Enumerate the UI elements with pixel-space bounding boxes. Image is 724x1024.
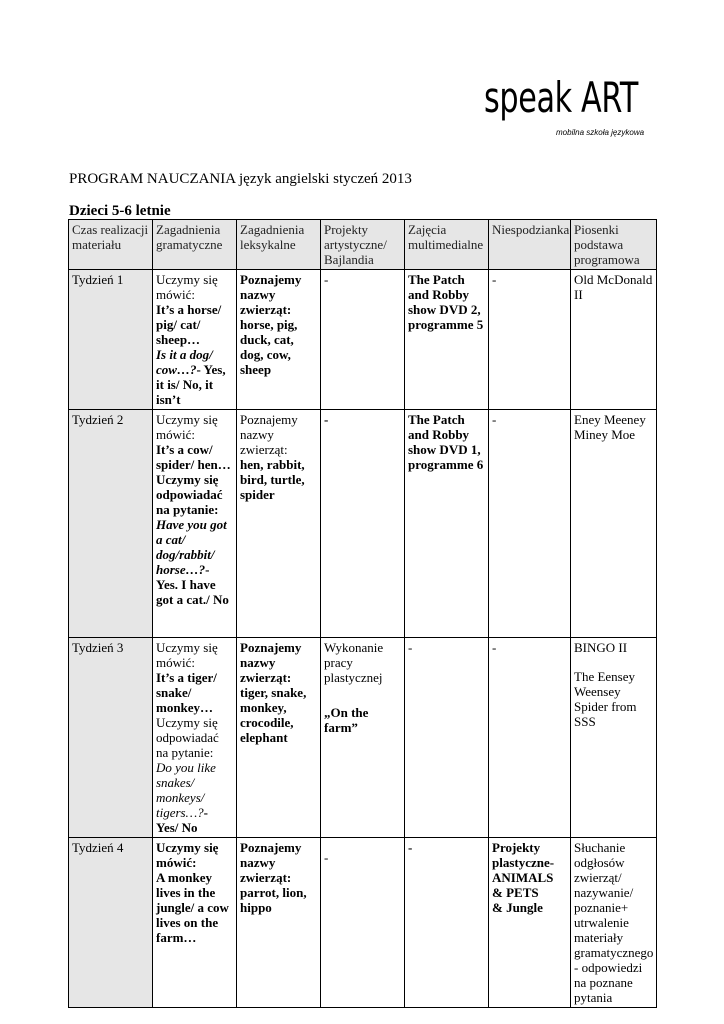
lexis-cell: [237, 410, 321, 638]
grammar-line: Have you got a cat/ dog/rabbit/ horse…?: [156, 517, 227, 577]
week-cell: Tydzień 4: [69, 838, 153, 1008]
art-cell: [321, 270, 405, 410]
lexis-cell: [237, 270, 321, 410]
grammar-line: - Yes/ No: [156, 805, 209, 835]
grammar-line: - Yes, it is/ No, it isn’t: [156, 362, 226, 407]
lexis-line: Poznajemy nazwy zwierząt: parrot, lion, hippo: [240, 840, 307, 915]
multimedia-line: The Patch and Robby show DVD 2, programme 5: [408, 272, 484, 332]
multimedia-line: The Patch and Robby show DVD 1, programme 6: [408, 412, 484, 472]
lexis-line: Poznajemy nazwy zwierząt: tiger, snake, monkey, crocodile, elephant: [240, 640, 307, 745]
curriculum-table: [68, 219, 657, 1008]
section-title: Dzieci 5-6 letnie: [69, 203, 171, 219]
header-cell: Projekty artystyczne/ Bajlandia: [321, 220, 405, 270]
grammar-line: Uczymy się mówić:: [156, 840, 219, 870]
grammar-line: It’s a horse/ pig/ cat/ sheep…: [156, 302, 222, 347]
table-row: [69, 270, 657, 410]
grammar-line: It’s a tiger/ snake/ monkey…: [156, 670, 217, 715]
surprise-line: -: [492, 412, 497, 427]
surprise-cell: [489, 410, 571, 638]
songs-cell: [571, 838, 657, 1008]
week-cell: Tydzień 3: [69, 638, 153, 838]
songs-line: BINGO II: [574, 640, 628, 655]
grammar-cell: [153, 270, 237, 410]
table-row: [69, 638, 657, 838]
grammar-cell: [153, 410, 237, 638]
art-cell: [321, 638, 405, 838]
surprise-line: & Jungle: [492, 900, 543, 915]
art-cell: [321, 838, 405, 1008]
songs-line: Eney Meeney Miney Moe: [574, 412, 646, 442]
art-line: „On the farm”: [324, 705, 369, 735]
document-title: PROGRAM NAUCZANIA język angielski styczeń 2013: [69, 171, 412, 187]
header-cell: Zagadnienia leksykalne: [237, 220, 321, 270]
songs-cell: [571, 270, 657, 410]
grammar-line: Is it a dog/ cow…?: [156, 347, 213, 377]
surprise-cell: [489, 838, 571, 1008]
surprise-cell: [489, 270, 571, 410]
art-line: Wykonanie pracy plastycznej: [324, 640, 384, 685]
multimedia-line: -: [408, 840, 413, 855]
grammar-line: It’s a cow/ spider/ hen…: [156, 442, 231, 472]
art-line: -: [324, 412, 329, 427]
art-cell: [321, 410, 405, 638]
brand-tagline: mobilna szkoła językowa: [556, 128, 645, 137]
multimedia-line: -: [408, 640, 413, 655]
multimedia-cell: [405, 838, 489, 1008]
header-cell: Zajęcia multimedialne: [405, 220, 489, 270]
grammar-cell: [153, 838, 237, 1008]
grammar-line: - Yes. I have got a cat./ No: [156, 562, 229, 607]
grammar-line: Uczymy się odpowiadać na pytanie:: [156, 715, 219, 760]
art-line: -: [324, 850, 329, 865]
brand-logo: [484, 73, 698, 122]
grammar-cell: [153, 638, 237, 838]
week-cell: Tydzień 2: [69, 410, 153, 638]
brand-name: speak ART: [484, 73, 638, 122]
week-cell: Tydzień 1: [69, 270, 153, 410]
multimedia-cell: [405, 270, 489, 410]
surprise-cell: [489, 638, 571, 838]
multimedia-cell: [405, 410, 489, 638]
songs-cell: [571, 410, 657, 638]
lexis-line: hen, rabbit, bird, turtle, spider: [240, 457, 305, 502]
grammar-line: Uczymy się mówić:: [156, 412, 218, 442]
surprise-line: -: [492, 640, 497, 655]
grammar-line: Do you like snakes/ monkeys/ tigers…?: [156, 760, 216, 820]
header-cell: Piosenki podstawa programowa: [571, 220, 657, 270]
table-row: [69, 410, 657, 638]
header-cell: Niespodzianka: [489, 220, 571, 270]
surprise-line: -: [492, 272, 497, 287]
lexis-line: Poznajemy nazwy zwierząt: horse, pig, duck, cat, dog, cow, sheep: [240, 272, 302, 377]
table-header-row: [69, 220, 657, 270]
lexis-cell: [237, 838, 321, 1008]
art-line: -: [324, 272, 329, 287]
header-cell: Zagadnienia gramatyczne: [153, 220, 237, 270]
songs-cell: [571, 638, 657, 838]
grammar-line: Uczymy się mówić:: [156, 640, 218, 670]
songs-line: Old McDonald II: [574, 272, 653, 302]
grammar-line: Uczymy się mówić:: [156, 272, 218, 302]
table-row: [69, 838, 657, 1008]
lexis-line: Poznajemy nazwy zwierząt:: [240, 412, 298, 457]
header-cell: Czas realizacji materiału: [69, 220, 153, 270]
lexis-cell: [237, 638, 321, 838]
multimedia-cell: [405, 638, 489, 838]
grammar-line: Uczymy się odpowiadać na pytanie:: [156, 472, 223, 517]
songs-line: Słuchanie odgłosów zwierząt/ nazywanie/ poznanie+ utrwalenie materiały gramatycznego - odpowiedzi na poznane pytania: [574, 840, 654, 1005]
grammar-line: A monkey lives in the jungle/ a cow lives on the farm…: [156, 870, 229, 945]
surprise-line: Projekty plastyczne- ANIMALS & PETS: [492, 840, 555, 900]
songs-line: The Eensey Weensey Spider from SSS: [574, 669, 637, 729]
